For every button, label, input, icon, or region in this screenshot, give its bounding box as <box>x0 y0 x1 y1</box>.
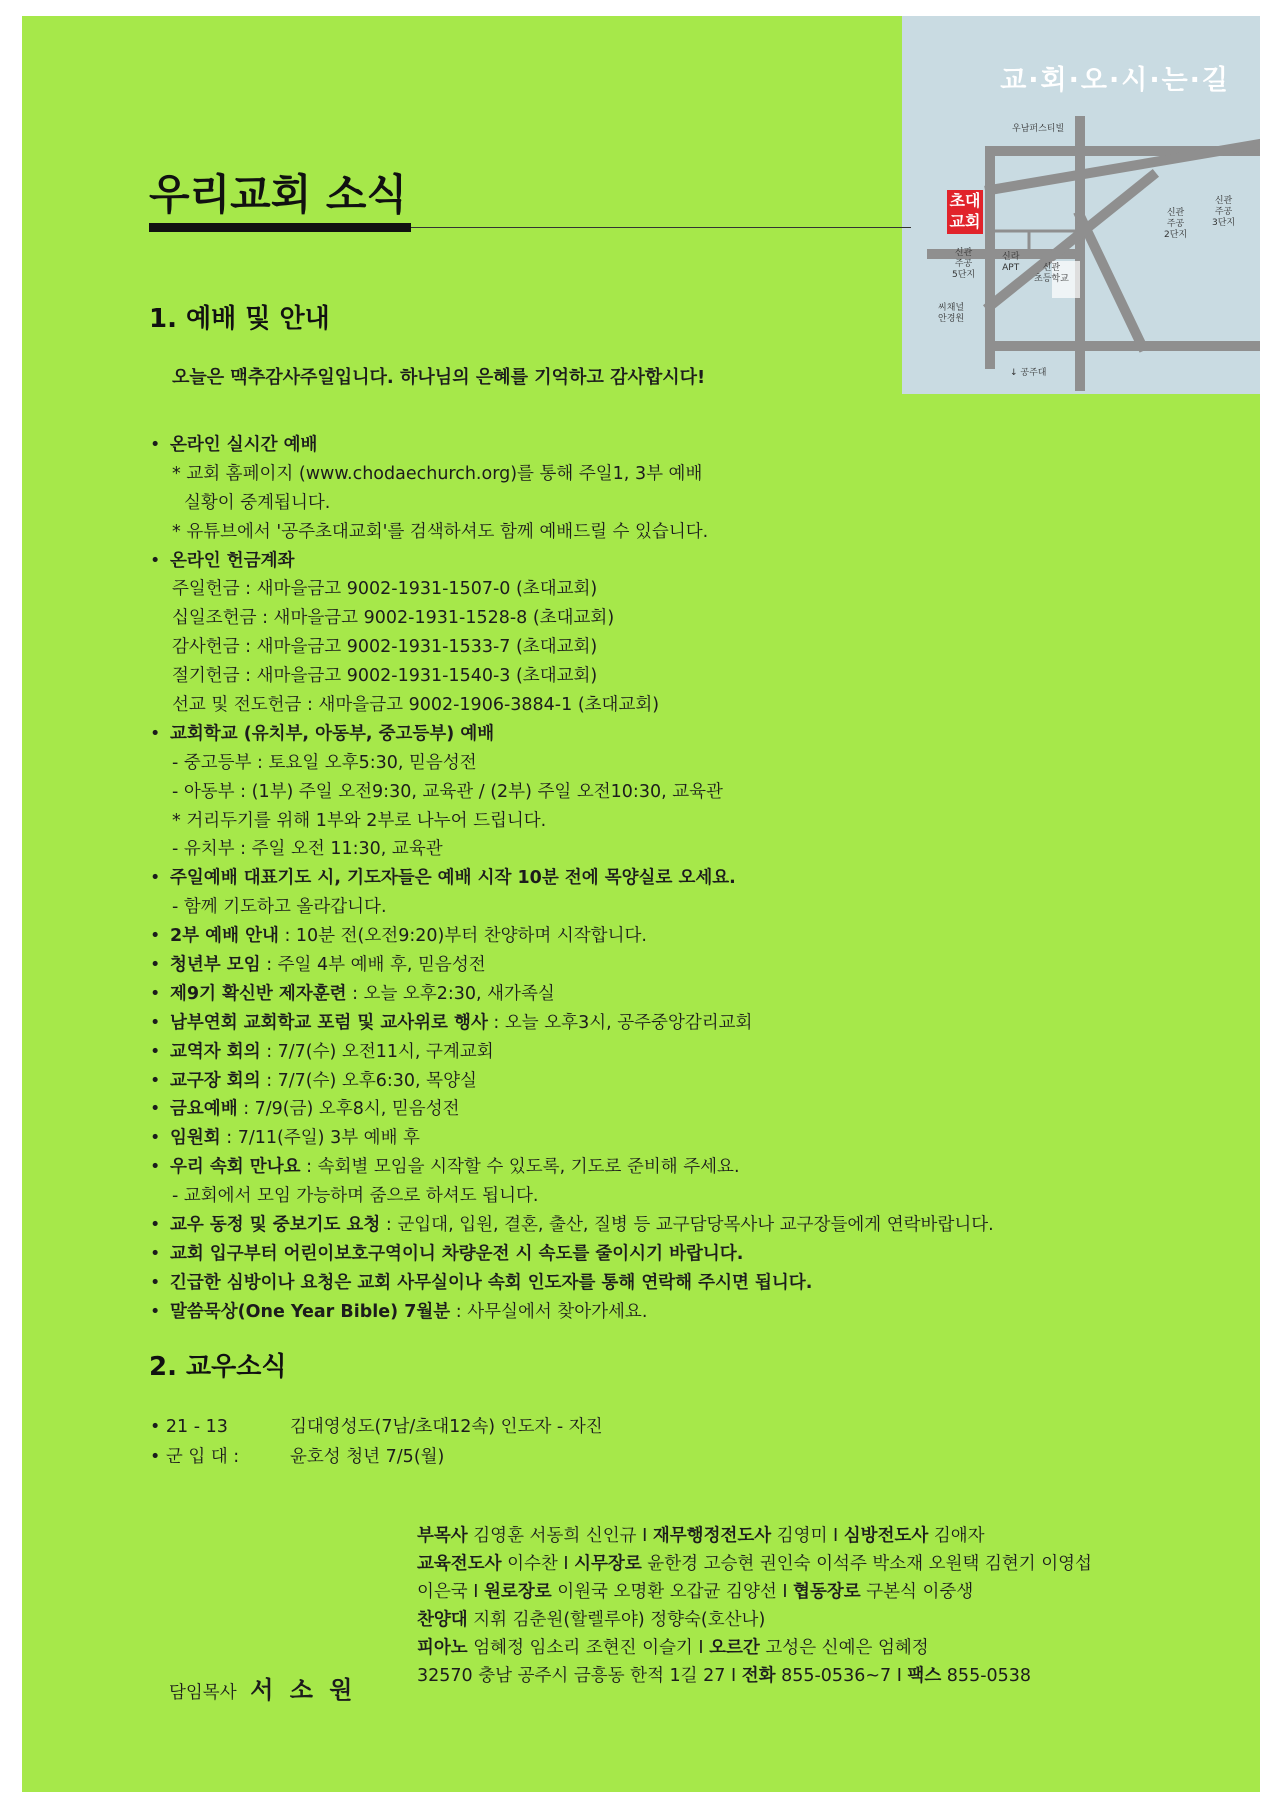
announcement-line <box>150 691 1150 720</box>
map-label-shingwan5: 신관 주공 5단지 <box>952 248 976 280</box>
announcement-line <box>150 1182 1150 1211</box>
staff-names: 이은국 I <box>417 1582 485 1602</box>
staff-names: 엄혜정 임소리 조현진 이슬기 I <box>467 1638 710 1658</box>
announcement-heading: 교구장 회의 <box>170 1070 261 1091</box>
staff-names: I <box>833 1526 844 1546</box>
staff-line <box>417 1550 1092 1578</box>
announcement-heading: 주일예배 대표기도 시, 기도자들은 예배 시작 10분 전에 목양실로 오세요. <box>170 868 736 889</box>
announcement-text: : 7/7(수) 오전11시, 구계교회 <box>260 1041 494 1062</box>
member-news-list <box>150 1412 603 1472</box>
announcement-line <box>150 835 1150 864</box>
bulletin-page <box>22 16 1260 1792</box>
announcement-text: * 유튜브에서 '공주초대교회'를 검색하셔도 함께 예배드릴 수 있습니다. <box>172 521 709 542</box>
bullet-icon: • <box>150 1012 161 1033</box>
announcement-line <box>150 1095 1150 1124</box>
news-value: 김대영성도(7남/초대12속) 인도자 - 자진 <box>290 1417 603 1437</box>
announcement-text: - 중고등부 : 토요일 오후5:30, 믿음성전 <box>172 752 477 773</box>
announcement-list <box>150 431 1150 1327</box>
map-title: 교·회·오·시·는·길 <box>1000 65 1230 96</box>
news-key: • 21 - 13 <box>150 1417 228 1437</box>
bullet-icon: • <box>150 1272 161 1293</box>
staff-names: 이원국 오명환 오갑균 김양선 I <box>551 1582 794 1602</box>
bullet-icon: • <box>150 955 161 976</box>
announcement-line <box>150 633 1150 662</box>
announcement-text: 절기헌금 : 새마을금고 9002-1931-1540-3 (초대교회) <box>172 666 598 687</box>
announcement-heading: 교회학교 (유치부, 아동부, 중고등부) 예배 <box>170 723 495 744</box>
section-1-heading: 1. 예배 및 안내 <box>149 304 330 334</box>
staff-line <box>417 1606 1092 1634</box>
announcement-heading: 말씀묵상(One Year Bible) 7월분 <box>170 1301 451 1322</box>
news-key: • 군 입 대 : <box>150 1447 240 1467</box>
announcement-heading: 우리 속회 만나요 <box>170 1157 301 1178</box>
announcement-heading: 남부연회 교회학교 포럼 및 교사위로 행사 <box>170 1012 488 1033</box>
bullet-icon: • <box>150 926 161 947</box>
announcement-text: * 거리두기를 위해 1부와 2부로 나누어 드립니다. <box>172 810 547 831</box>
announcement-line <box>150 720 1150 749</box>
map-label-school: 신관 초등학교 <box>1034 263 1069 284</box>
announcement-text: : 속회별 모임을 시작할 수 있도록, 기도로 준비해 주세요. <box>300 1157 740 1178</box>
senior-pastor <box>169 1670 356 1705</box>
announcement-line <box>150 1124 1150 1153</box>
staff-line <box>417 1578 1092 1606</box>
news-item <box>150 1442 603 1472</box>
announcement-text: : 사무실에서 찾아가세요. <box>450 1301 648 1322</box>
staff-names: 윤한경 고승현 권인숙 이석주 박소재 오원택 김현기 이영섭 <box>641 1554 1092 1574</box>
announcement-heading: 온라인 헌금계좌 <box>170 550 295 571</box>
announcement-text: - 교회에서 모임 가능하며 줌으로 하셔도 됩니다. <box>172 1186 539 1207</box>
announcement-heading: 청년부 모임 <box>170 955 261 976</box>
staff-role: 찬양대 <box>417 1610 468 1630</box>
announcement-heading: 제9기 확신반 제자훈련 <box>170 983 347 1004</box>
announcement-text: 십일조헌금 : 새마을금고 9002-1931-1528-8 (초대교회) <box>172 608 615 629</box>
announcement-line <box>150 980 1150 1009</box>
announcement-text: : 주일 4부 예배 후, 믿음성전 <box>260 955 486 976</box>
announcement-line <box>150 1211 1150 1240</box>
staff-names: 고성은 신예은 엄혜정 <box>759 1638 929 1658</box>
announcement-line <box>150 662 1150 691</box>
announcement-text: - 함께 기도하고 올라갑니다. <box>172 897 387 918</box>
announcement-line <box>150 807 1150 836</box>
announcement-text: 감사헌금 : 새마을금고 9002-1931-1533-7 (초대교회) <box>172 637 598 658</box>
announcement-text: 주일헌금 : 새마을금고 9002-1931-1507-0 (초대교회) <box>172 579 598 600</box>
announcement-line <box>150 951 1150 980</box>
staff-names: 김애자 <box>928 1526 985 1546</box>
bullet-icon: • <box>150 550 161 571</box>
announcement-heading: 긴급한 심방이나 요청은 교회 사무실이나 속회 인도자를 통해 연락해 주시면 됩니다. <box>170 1272 813 1293</box>
announcement-text: : 군입대, 입원, 결혼, 출산, 질병 등 교구담당목사나 교구장들에게 연락바랍니다. <box>380 1215 994 1236</box>
announcement-line <box>150 1067 1150 1096</box>
announcement-text: * 교회 홈페이지 (www.chodaechurch.org)를 통해 주일1, 3부 예배 <box>172 463 703 484</box>
announcement-text: : 오늘 오후2:30, 새가족실 <box>346 983 555 1004</box>
announcement-line <box>150 604 1150 633</box>
announcement-text: 선교 및 전도헌금 : 새마을금고 9002-1906-3884-1 (초대교회) <box>172 695 660 716</box>
announcement-heading: 임원회 <box>170 1128 221 1149</box>
map-label-gongju: ↓ 공주대 <box>1010 368 1047 378</box>
staff-role: 팩스 <box>907 1666 942 1686</box>
staff-role: 부목사 <box>417 1526 468 1546</box>
news-item <box>150 1412 603 1442</box>
staff-names: 이수찬 I <box>501 1554 575 1574</box>
announcement-line <box>150 778 1150 807</box>
announcement-text: - 유치부 : 주일 오전 11:30, 교육관 <box>172 839 443 860</box>
announcement-heading: 교우 동정 및 중보기도 요청 <box>170 1215 381 1236</box>
bullet-icon: • <box>150 723 161 744</box>
announcement-heading: 금요예배 <box>170 1099 238 1120</box>
announcement-line <box>150 1298 1150 1327</box>
bullet-icon: • <box>150 1243 161 1264</box>
title-rule <box>411 227 911 228</box>
announcement-line <box>150 864 1150 893</box>
announcement-line <box>150 1009 1150 1038</box>
page-title: 우리교회 소식 <box>149 170 408 219</box>
staff-line <box>417 1522 1092 1550</box>
announcement-line <box>150 489 1150 518</box>
announcement-line <box>150 1240 1150 1269</box>
map-label-unam: 우남퍼스티빌 <box>1012 124 1065 134</box>
map-label-ssichae: 씨채널 안경원 <box>938 303 965 324</box>
announcement-text: : 7/7(수) 오후6:30, 목양실 <box>260 1070 477 1091</box>
bullet-icon: • <box>150 435 161 455</box>
staff-names: 855-0536~7 I <box>775 1666 908 1686</box>
staff-role: 협동장로 <box>793 1582 861 1602</box>
map-label-shingwan2: 신관 주공 2단지 <box>1164 208 1188 240</box>
bullet-icon: • <box>150 1070 161 1091</box>
announcement-heading: 교회 입구부터 어린이보호구역이니 차량운전 시 속도를 줄이시기 바랍니다. <box>170 1243 744 1264</box>
staff-names: 지휘 김춘원(할렐루야) 정향숙(호산나) <box>467 1610 766 1630</box>
staff-line <box>417 1634 1092 1662</box>
staff-role: 심방전도사 <box>843 1526 929 1546</box>
staff-role: 교육전도사 <box>417 1554 502 1574</box>
announcement-text: : 7/9(금) 오후8시, 믿음성전 <box>237 1099 460 1120</box>
staff-footer <box>417 1522 1092 1690</box>
staff-role: 원로장로 <box>484 1582 552 1602</box>
staff-line <box>417 1662 1092 1690</box>
staff-names: 구본식 이중생 <box>860 1582 974 1602</box>
announcement-line <box>150 893 1150 922</box>
announcement-line <box>150 547 1150 576</box>
senior-pastor-label: 담임목사 <box>169 1683 237 1703</box>
staff-role: 피아노 <box>417 1638 468 1658</box>
staff-role: 전화 <box>741 1666 776 1686</box>
announcement-line <box>150 1269 1150 1298</box>
bullet-icon: • <box>150 983 161 1004</box>
announcement-line <box>150 460 1150 489</box>
announcement-text: - 아동부 : (1부) 주일 오전9:30, 교육관 / (2부) 주일 오전10:30, 교육관 <box>172 781 723 802</box>
staff-names: 김영미 <box>771 1526 834 1546</box>
announcement-line <box>150 922 1150 951</box>
announcement-heading: 교역자 회의 <box>170 1041 261 1062</box>
staff-names: 855-0538 <box>941 1666 1032 1686</box>
announcement-line <box>150 431 1150 460</box>
map-church-marker: 초대 교회 <box>947 190 983 234</box>
announcement-line <box>150 1153 1150 1182</box>
title-underline <box>149 223 411 232</box>
staff-role: 재무행정전도사 <box>652 1526 772 1546</box>
announcement-text: : 오늘 오후3시, 공주중앙감리교회 <box>487 1012 753 1033</box>
map-label-shingwan3: 신관 주공 3단지 <box>1212 196 1236 228</box>
bullet-icon: • <box>150 1157 161 1178</box>
bullet-icon: • <box>150 868 161 889</box>
staff-role: 오르간 <box>709 1638 760 1658</box>
bullet-icon: • <box>150 1041 161 1062</box>
announcement-text: 실황이 중계됩니다. <box>184 492 331 513</box>
news-value: 윤호성 청년 7/5(월) <box>290 1447 445 1467</box>
announcement-line <box>150 1038 1150 1067</box>
section-2-heading: 2. 교우소식 <box>149 1352 287 1382</box>
announcement-text: : 7/11(주일) 3부 예배 후 <box>220 1128 420 1149</box>
announcement-text: : 10분 전(오전9:20)부터 찬양하며 시작합니다. <box>278 926 647 947</box>
lead-text: 오늘은 맥추감사주일입니다. 하나님의 은혜를 기억하고 감사합시다! <box>172 367 706 388</box>
church-map <box>902 16 1260 394</box>
staff-names: I <box>642 1526 653 1546</box>
announcement-heading: 온라인 실시간 예배 <box>170 435 318 455</box>
staff-role: 시무장로 <box>574 1554 642 1574</box>
announcement-heading: 2부 예배 안내 <box>170 926 279 947</box>
bullet-icon: • <box>150 1128 161 1149</box>
staff-names: 김영훈 서동희 신인규 <box>467 1526 643 1546</box>
staff-names: 32570 충남 공주시 금흥동 한적 1길 27 I <box>417 1666 742 1686</box>
senior-pastor-name: 서 소 원 <box>250 1676 357 1704</box>
announcement-line <box>150 749 1150 778</box>
announcement-line <box>150 575 1150 604</box>
announcement-line <box>150 518 1150 547</box>
map-label-shilla: 신라 APT <box>1002 252 1020 273</box>
bullet-icon: • <box>150 1215 161 1236</box>
bullet-icon: • <box>150 1301 161 1322</box>
bullet-icon: • <box>150 1099 161 1120</box>
